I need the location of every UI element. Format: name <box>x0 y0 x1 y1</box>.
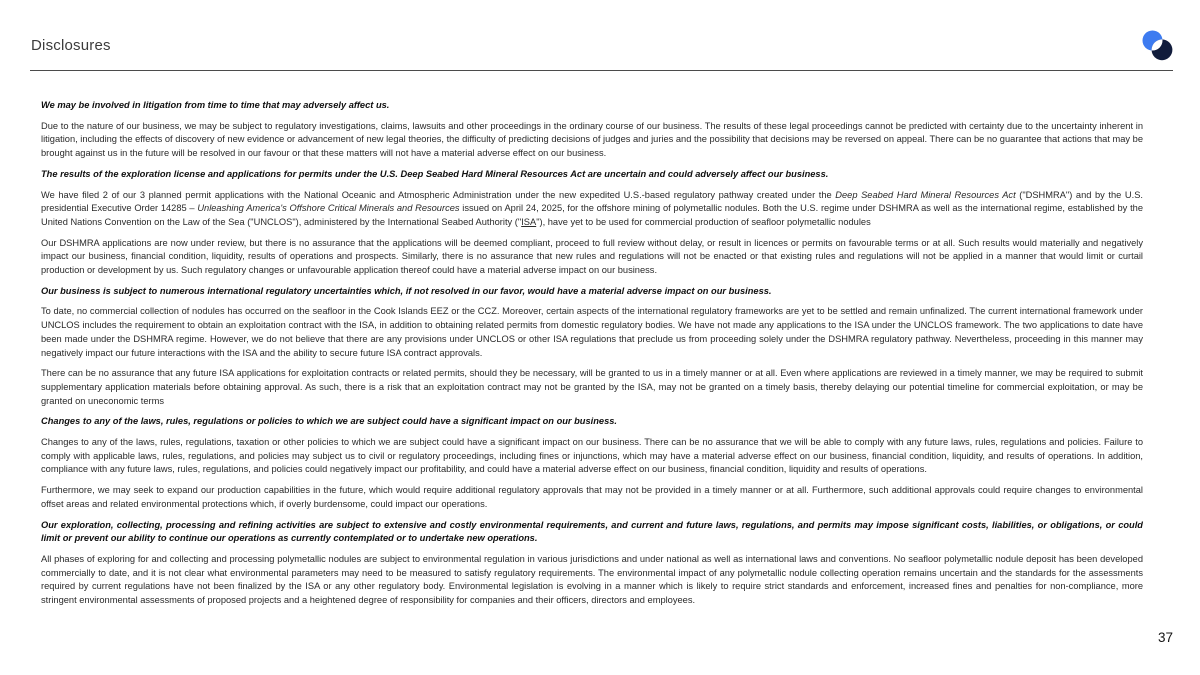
paragraph <box>41 120 1143 161</box>
company-logo-icon <box>1141 30 1174 61</box>
section-heading: We may be involved in litigation from time to time that may adversely affect us. <box>41 100 390 110</box>
paragraph <box>41 436 1143 477</box>
header-divider <box>30 70 1173 71</box>
text-run: Our DSHMRA applications are now under review, but there is no assurance that the applications will be deemed compliant, proceed to full review without delay, or result in licences or permits on favourable terms or at all. Such results would materially and negatively impact our business, financial condition, liquidity, results of operations and prospects. Similarly, there is no assurance that new rules and regulations will not be enacted or that existing rules and regulations will not be applied in a manner that would limit or curtail production or development by us. Such regulatory changes or unfavourable application thereof could have a material adverse impact on our business. <box>41 237 1143 276</box>
italic-term: Deep Seabed Hard Mineral Resources Act <box>835 189 1016 200</box>
paragraph <box>41 305 1143 360</box>
text-run: "), have yet to be used for commercial production of seafloor polymetallic nodules <box>536 216 871 227</box>
section-heading: Our exploration, collecting, processing and refining activities are subject to extensive and costly environmental requirements, and current and future laws, regulations, and permits may impose significant costs, liabilities, or obligations, or could limit or prevent our ability to continue our operations as currently contemplated or to undertake new operations. <box>41 519 1143 544</box>
text-run: Furthermore, we may seek to expand our production capabilities in the future, which would require additional regulatory approvals that may not be provided in a timely manner or at all. Furthermore, such additional approvals could require changes to environmental offset areas and related environmental protections which, if overly burdensome, could impact our operations. <box>41 485 1143 509</box>
defined-term: ISA <box>521 216 537 227</box>
italic-term: Unleashing America's Offshore Critical Minerals and Resources <box>197 203 460 214</box>
text-run: issued on April 24, 2025, for the offshore mining of polymetallic nodules. Both the U.S. regime under DSHMRA as well as the international regime, established by the United Nations Convention on the Law of the Sea ("UNCLOS"), administered by the International Seabed Authority (" <box>41 203 1143 227</box>
paragraph <box>41 189 1143 230</box>
text-run: There can be no assurance that any future ISA applications for exploitation contracts or related permits, should they be necessary, will be granted to us in a timely manner or at all. Even where applications are reviewed in a timely manner, we may be required to submit supplementary application materials before obtaining approval. As such, there is a risk that an exploitation contract may not be granted by the ISA, may not be granted on a timely basis, thereby delaying our potential timeline for commercial exploitation, or may be granted on uneconomic terms <box>41 368 1143 406</box>
section-heading: Changes to any of the laws, rules, regulations or policies to which we are subject could have a significant impact on our business. <box>41 416 618 427</box>
text-run: ("DSHMRA") and by the U.S. presidential Executive Order 14285 – <box>41 189 1143 214</box>
paragraph <box>41 484 1143 511</box>
text-run: We have filed 2 of our 3 planned permit applications with the National Oceanic and Atmospheric Administration under the new expedited U.S.-based regulatory pathway created under the <box>41 189 836 200</box>
text-run: Due to the nature of our business, we may be subject to regulatory investigations, claims, lawsuits and other proceedings in the ordinary course of our business. The results of these legal proceedings cannot be predicted with certainty due to the uncertainty inherent in litigation, including the effects of discovery of new evidence or advancement of new legal theories, the difficulty of predicting decisions of judges and juries and the possibility that decisions may be reversed on appeal. There can be no guarantee that actions that may be brought against us in the future will be resolved in our favour or that these matters will not have a material adverse effect on our business. <box>41 120 1143 159</box>
text-run: To date, no commercial collection of nodules has occurred on the seafloor in the Cook Islands EEZ or the CCZ. Moreover, certain aspects of the international regulatory frameworks are yet to be settled and remain unfinalized. The current international framework under UNCLOS includes the requirement to obtain an exploitation contract with the ISA, in addition to obtaining related permits from domestic regulatory bodies. We have not made any applications to the ISA under the UNCLOS framework. The two applications to date have been made under the DSHMRA regime. However, we do not believe that there are any provisions under UNCLOS or other ISA regulations that preclude us from proceeding solely under the DSHMRA regulatory pathway. Nevertheless, proceeding in this manner may negatively impact our future interactions with the ISA and the ability to secure future ISA contract approvals. <box>41 306 1143 358</box>
text-run: Changes to any of the laws, rules, regulations, taxation or other policies to which we are subject could have a significant impact on our business. There can be no assurance that we will be able to comply with any future laws, rules, regulations and policies. Failure to comply with applicable laws, rules, regulations, and policies may subject us to civil or regulatory proceedings, including fines or injunctions, which may have a material adverse effect on our business, financial condition, liquidity, and results of operations. In addition, compliance with any future laws, rules, regulations, and policies could negatively impact our profitability, and could have a material adverse effect on our business, financial condition, liquidity and results of operations. <box>41 437 1143 475</box>
page-number: 37 <box>1157 630 1173 645</box>
paragraph <box>41 237 1143 278</box>
text-run: All phases of exploring for and collecting and processing polymetallic nodules are subject to environmental regulation in various jurisdictions and under national as well as international laws and conventions. No seafloor polymetallic nodule deposit has been developed commercially to date, and it is not clear what environmental parameters may need to be measured to satisfy regulatory requirements. The environmental impact of any polymetallic nodule collecting operation remains uncertain and the standards for the assessments required by current regulations have not been finalized by the ISA or any other regulatory body. Environmental legislation is evolving in a manner which is likely to require strict standards and enforcement, increased fines and penalties for non-compliance, more stringent environmental assessments of proposed projects and a heightened degree of responsibility for companies and their officers, directors and employees. <box>41 553 1143 606</box>
disclosures-content <box>41 99 1143 615</box>
section-heading: Our business is subject to numerous international regulatory uncertainties which, if not resolved in our favor, would have a material adverse impact on our business. <box>41 285 772 296</box>
paragraph <box>41 367 1143 408</box>
page-title: Disclosures <box>31 37 111 54</box>
paragraph <box>41 553 1143 608</box>
section-heading: The results of the exploration license and applications for permits under the U.S. Deep Seabed Hard Mineral Resources Act are uncertain and could adversely affect our business. <box>41 168 829 179</box>
